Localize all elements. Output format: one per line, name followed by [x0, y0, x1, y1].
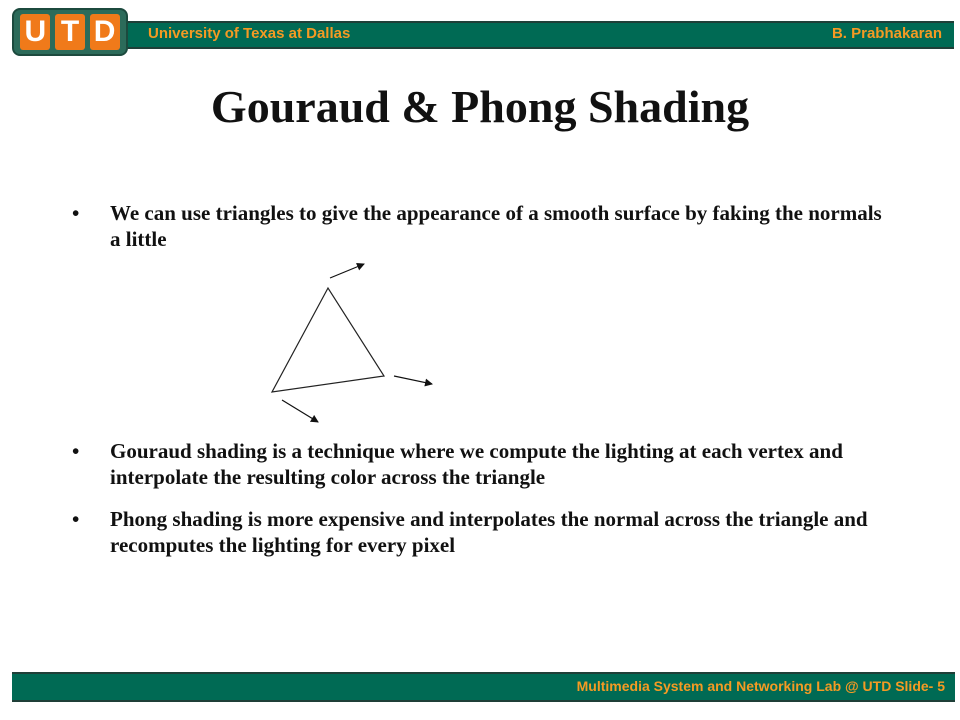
logo-letter-d: D: [90, 14, 120, 50]
bullet-text: We can use triangles to give the appearance of a smooth surface by faking the normals a little: [110, 201, 882, 251]
triangle-shape: [272, 288, 384, 392]
utd-logo: [12, 8, 128, 56]
university-name: University of Texas at Dallas: [148, 25, 351, 42]
bullet-text: Phong shading is more expensive and interpolates the normal across the triangle and recomputes the lighting for every pixel: [110, 507, 868, 557]
bullet-text: Gouraud shading is a technique where we compute the lighting at each vertex and interpolate the resulting color across the triangle: [110, 439, 843, 489]
author-name: B. Prabhakaran: [831, 25, 942, 42]
triangle-normals-diagram: [260, 258, 450, 428]
header-bar: [14, 21, 954, 49]
footer-text: Multimedia System and Networking Lab @ UTD Slide- 5: [576, 678, 945, 694]
slide-title: Gouraud & Phong Shading: [210, 81, 750, 132]
bullet-marker: •: [72, 507, 80, 531]
bullet-item: [72, 506, 882, 558]
footer-bar: [12, 672, 955, 702]
bullet-marker: •: [72, 439, 80, 463]
normal-arrow-bottom-left: [282, 400, 318, 422]
logo-letter-u: U: [20, 14, 50, 50]
logo-letter-t: T: [55, 14, 85, 50]
normal-arrow-top: [330, 264, 364, 278]
normal-arrow-right: [394, 376, 432, 384]
bullet-item: [72, 438, 882, 490]
bullet-marker: •: [72, 201, 80, 225]
bullet-item: [72, 200, 882, 252]
